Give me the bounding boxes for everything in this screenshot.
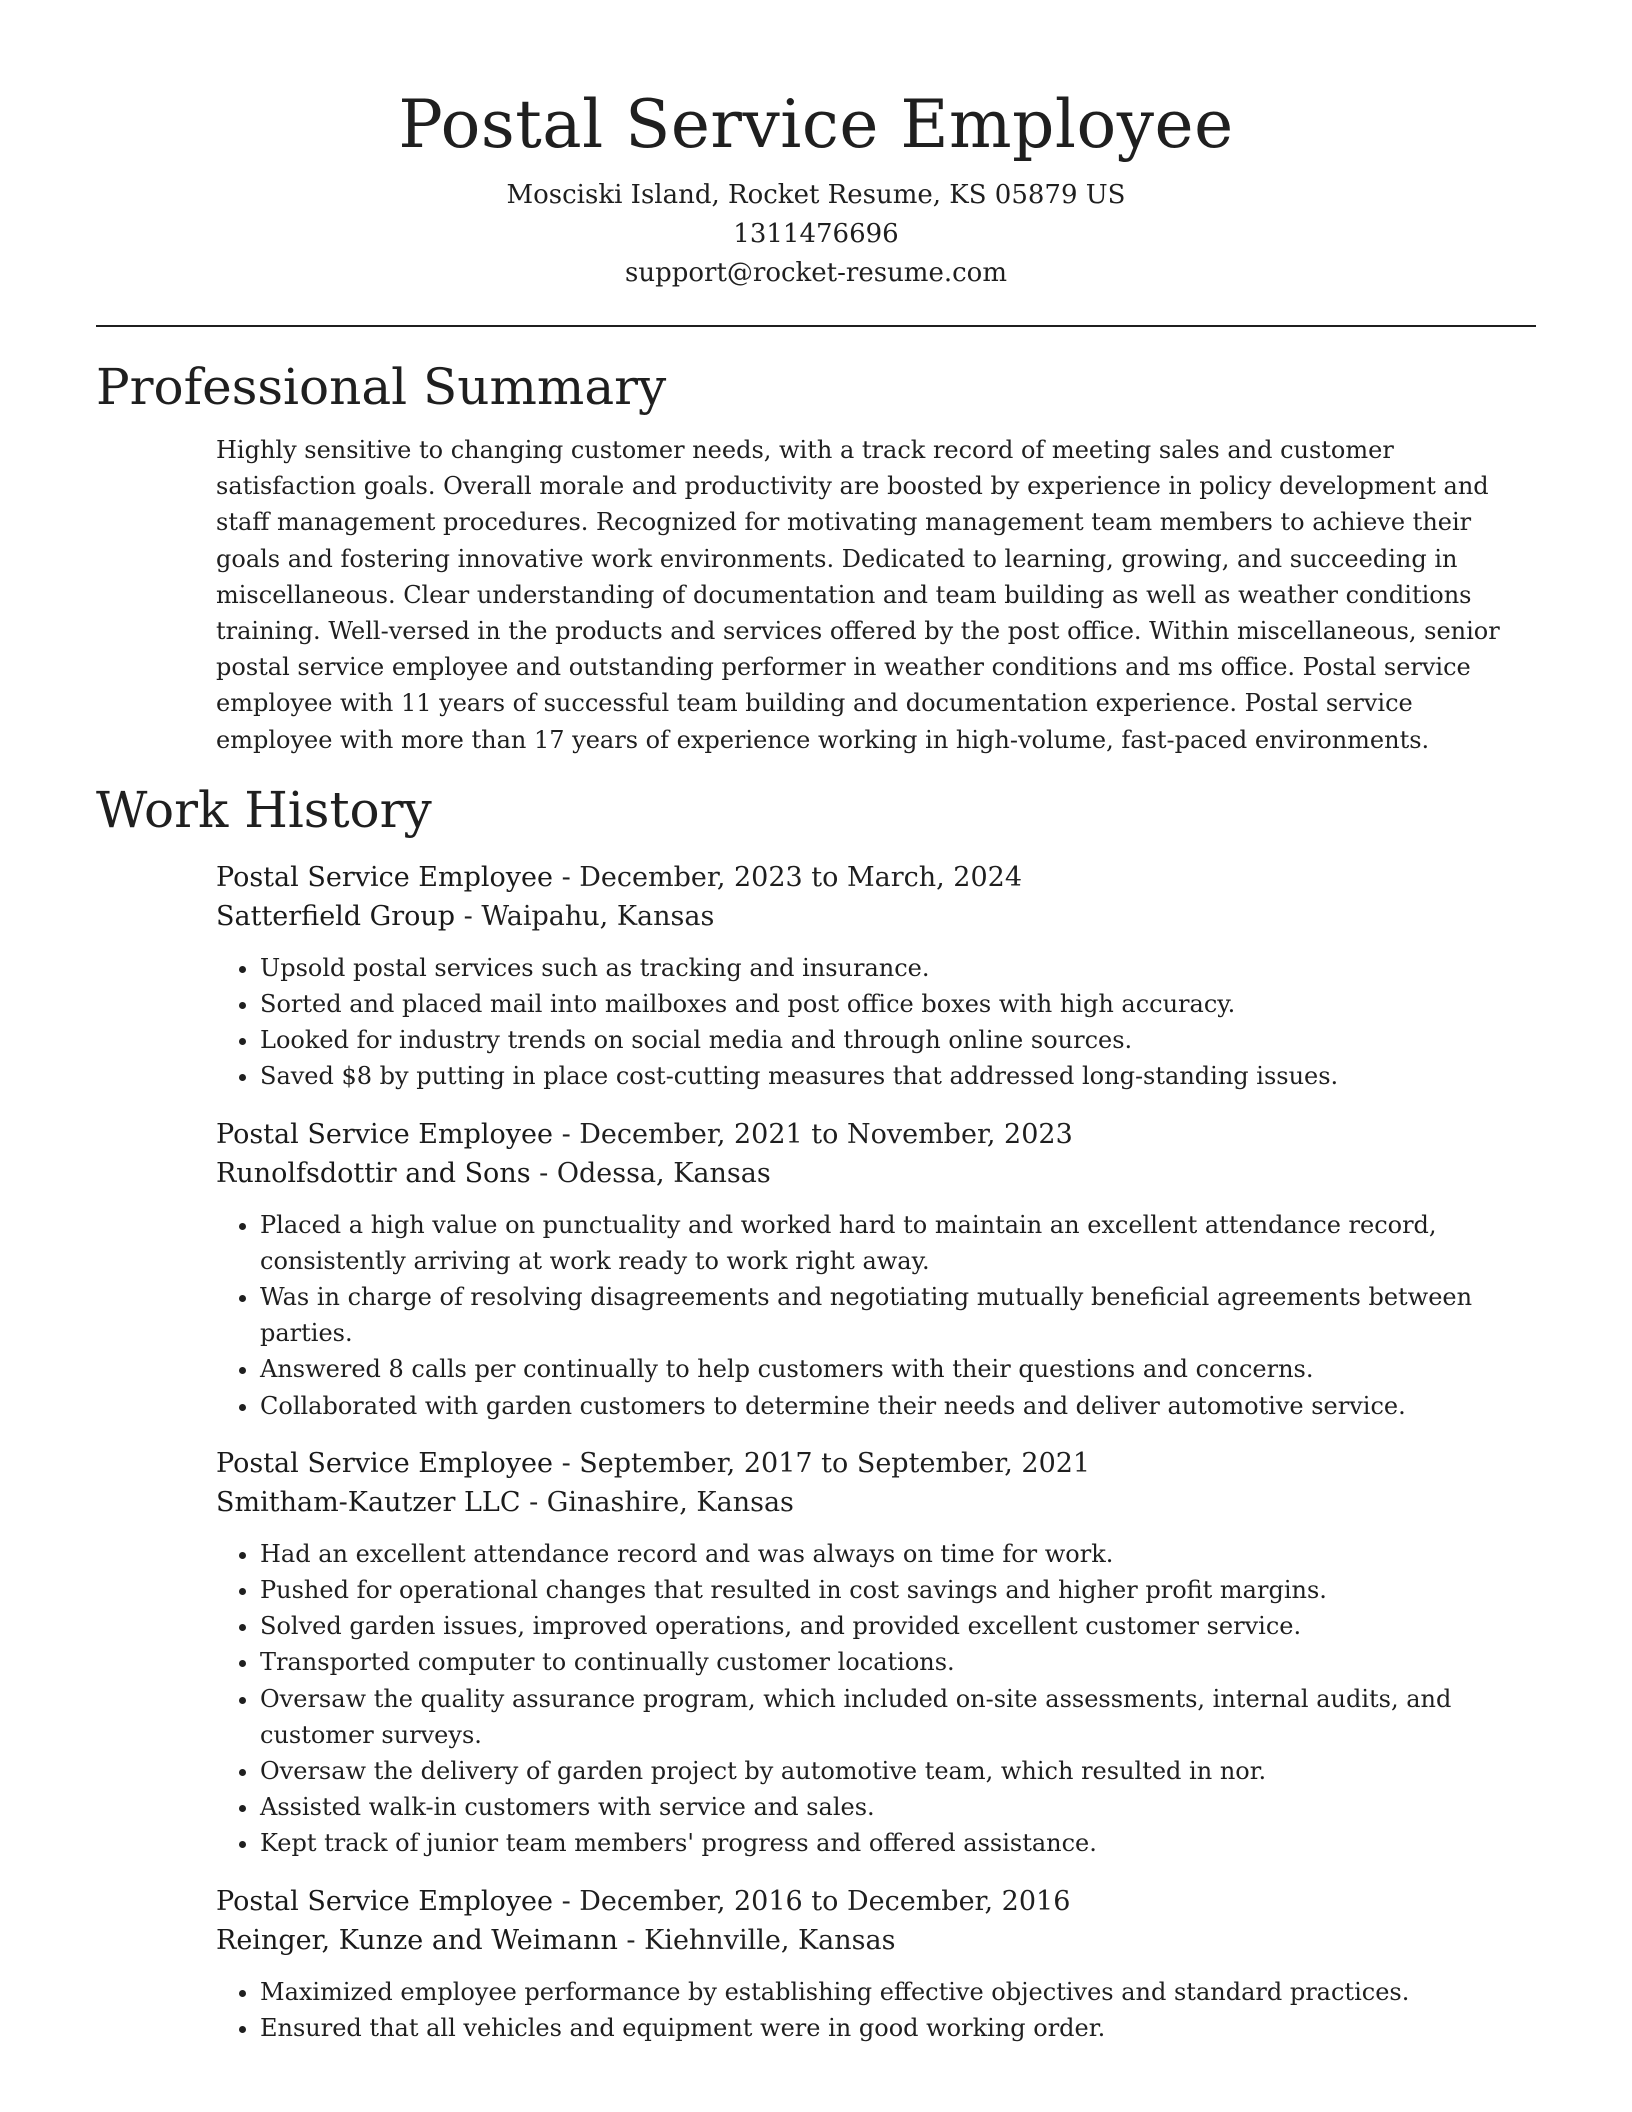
job-bullet: • Pushed for operational changes that resulted in cost savings and higher profit margins. — [260, 1572, 1536, 1608]
job-bullets — [216, 950, 1536, 1095]
job-title-line — [216, 1115, 1536, 1154]
job-bullet: • Kept track of junior team members' progress and offered assistance. — [260, 1825, 1536, 1861]
job-bullets — [216, 1207, 1536, 1424]
job-company-line — [216, 1483, 1536, 1522]
job-position: Postal Service Employee — [216, 1447, 553, 1479]
job-dates: - December, 2023 to March, 2024 — [553, 861, 1023, 893]
summary-text: Highly sensitive to changing customer needs, with a track record of meeting sales and customer satisfaction goals. Overall morale and productivity are boosted by experience in policy development and staff management procedures. Recognized for motivating management team members to achieve their goals and fostering innovative work environments. Dedicated to learning, growing, and succeeding in miscellaneous. Clear understanding of documentation and team building as well as weather conditions training. Well-versed in the products and services offered by the post office. Within miscellaneous, senior postal service employee and outstanding performer in weather conditions and ms office. Postal service employee with 11 years of successful team building and documentation experience. Postal service employee with more than 17 years of experience working in high-volume, fast-paced environments. — [216, 436, 1500, 754]
job-position: Postal Service Employee — [216, 1885, 553, 1917]
section-title-summary: Professional Summary — [96, 358, 667, 416]
section-title-work-history: Work History — [96, 780, 432, 839]
resume-page — [96, 0, 1536, 2046]
job-bullets — [216, 1536, 1536, 1862]
job-bullet: • Transported computer to continually customer locations. — [260, 1644, 1536, 1680]
job-company: Runolfsdottir and Sons — [216, 1157, 531, 1189]
job-bullets — [216, 1974, 1536, 2046]
job-entry — [216, 1882, 1536, 2046]
job-dates: - September, 2017 to September, 2021 — [553, 1447, 1091, 1479]
job-dates: - December, 2016 to December, 2016 — [553, 1885, 1071, 1917]
job-company: Satterfield Group — [216, 900, 456, 932]
job-bullet: • Maximized employee performance by establishing effective objectives and standard practices. — [260, 1974, 1536, 2010]
resume-header — [96, 0, 1536, 293]
job-bullet: • Solved garden issues, improved operations, and provided excellent customer service. — [260, 1608, 1536, 1644]
job-bullet: • Oversaw the delivery of garden project by automotive team, which resulted in nor. — [260, 1753, 1536, 1789]
job-bullet: • Placed a high value on punctuality and worked hard to maintain an excellent attendance record, consistently arriving at work ready to work right away. — [260, 1207, 1536, 1279]
job-bullet: • Answered 8 calls per continually to help customers with their questions and concerns. — [260, 1351, 1536, 1387]
job-bullet: • Oversaw the quality assurance program, which included on-site assessments, internal audits, and customer surveys. — [260, 1681, 1536, 1753]
contact-info — [96, 176, 1536, 293]
job-location: - Waipahu, Kansas — [455, 900, 715, 932]
job-location: - Ginashire, Kansas — [520, 1486, 794, 1518]
job-entry — [216, 858, 1536, 1095]
job-title-line — [216, 858, 1536, 897]
job-location: - Kiehnville, Kansas — [617, 1924, 896, 1956]
job-bullet: • Saved $8 by putting in place cost-cutting measures that addressed long-standing issues. — [260, 1058, 1536, 1094]
job-bullet: • Looked for industry trends on social media and through online sources. — [260, 1022, 1536, 1058]
job-dates: - December, 2021 to November, 2023 — [553, 1118, 1073, 1150]
contact-phone: 1311476696 — [733, 219, 899, 249]
job-company-line — [216, 1921, 1536, 1960]
work-history-section — [216, 858, 1536, 2046]
job-bullet: • Assisted walk-in customers with service and sales. — [260, 1789, 1536, 1825]
job-company: Reinger, Kunze and Weimann — [216, 1924, 618, 1956]
job-company: Smitham-Kautzer LLC — [216, 1486, 521, 1518]
job-position: Postal Service Employee — [216, 1118, 553, 1150]
job-bullet: • Was in charge of resolving disagreements and negotiating mutually beneficial agreements between parties. — [260, 1279, 1536, 1351]
job-title-line — [216, 1444, 1536, 1483]
job-position: Postal Service Employee — [216, 861, 553, 893]
job-bullet: • Had an excellent attendance record and was always on time for work. — [260, 1536, 1536, 1572]
job-bullet: • Collaborated with garden customers to determine their needs and deliver automotive service. — [260, 1388, 1536, 1424]
header-divider — [96, 325, 1536, 327]
job-location: - Odessa, Kansas — [530, 1157, 771, 1189]
job-bullet: • Ensured that all vehicles and equipment were in good working order. — [260, 2010, 1536, 2046]
job-entry — [216, 1115, 1536, 1424]
job-bullet: • Sorted and placed mail into mailboxes and post office boxes with high accuracy. — [260, 986, 1536, 1022]
job-bullet: • Upsold postal services such as tracking and insurance. — [260, 950, 1536, 986]
applicant-name: Postal Service Employee — [398, 86, 1234, 163]
job-company-line — [216, 897, 1536, 936]
contact-email: support@rocket-resume.com — [624, 258, 1007, 288]
job-company-line — [216, 1154, 1536, 1193]
job-entry — [216, 1444, 1536, 1862]
summary-section — [216, 432, 1536, 758]
contact-address: Mosciski Island, Rocket Resume, KS 05879 US — [506, 180, 1126, 210]
job-title-line — [216, 1882, 1536, 1921]
